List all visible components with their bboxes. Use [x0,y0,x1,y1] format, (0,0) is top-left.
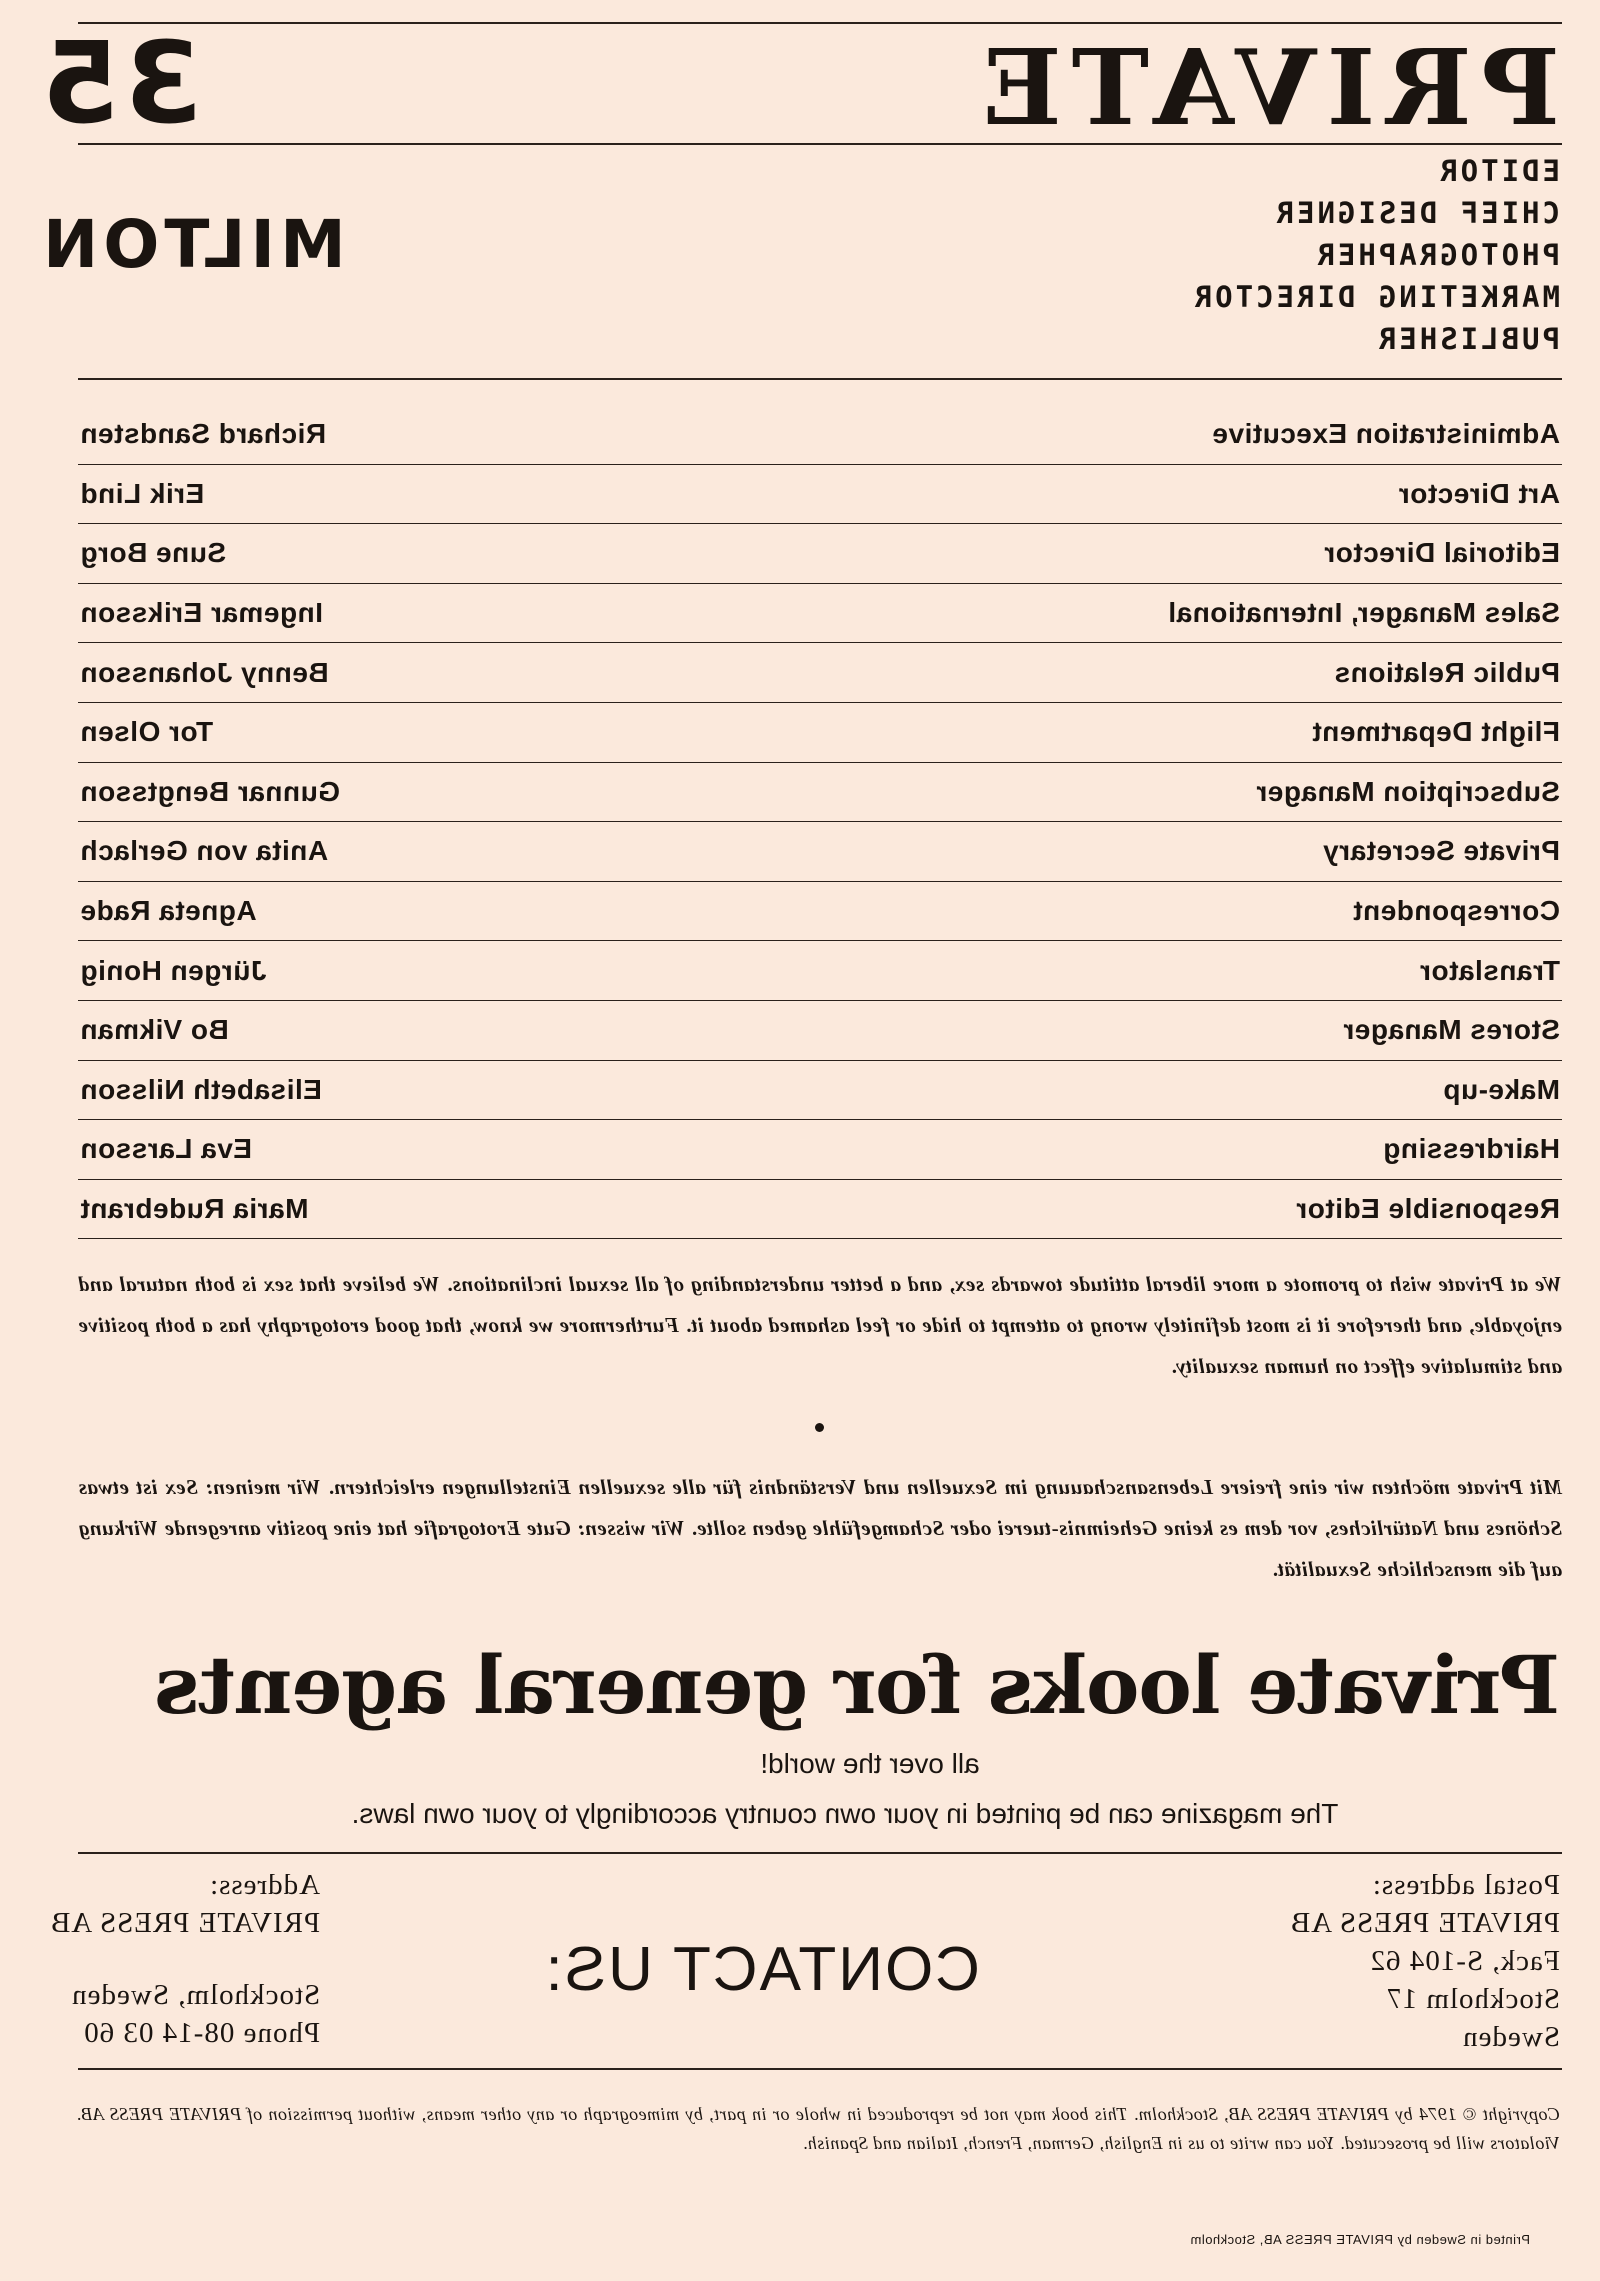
staff-name: Tor Olsen [80,716,214,748]
staff-row [78,822,1562,882]
masthead-rule [78,143,1562,145]
staff-row [78,405,1562,465]
staff-role: Public Relations [1334,656,1560,688]
office-city: Stockholm, Sweden [71,1979,321,2011]
staff-row [78,1120,1562,1180]
postal-city: Stockholm 17 [1386,1983,1560,2015]
staff-row [78,703,1562,763]
staff-role: Translator [1419,954,1560,986]
staff-role: Responsible Editor [1295,1193,1560,1225]
office-address [50,1866,320,2052]
credits-labels [1040,150,1560,360]
staff-role: Editorial Director [1323,537,1560,569]
staff-role: Art Director [1398,477,1560,509]
contact-top-rule [78,1852,1562,1854]
staff-name: Eva Larsson [80,1133,253,1165]
agents-headline: Private looks for general agents [155,1638,1560,1732]
credit-label-marketing-director: MARKETING DIRECTOR [1191,280,1560,314]
staff-row [78,524,1562,584]
staff-name: Maria Rudebrant [80,1193,309,1225]
staff-name: Anita von Gerlach [80,835,329,867]
staff-name: Agneta Rade [80,895,257,927]
staff-role: Flight Department [1311,716,1560,748]
staff-list [78,405,1562,1239]
postal-country: Sweden [1462,2021,1560,2053]
staff-name: Jürgen Honig [80,954,267,986]
postal-company: PRIVATE PRESS AB [1289,1907,1560,1939]
staff-role: Subscription Manager [1255,775,1560,807]
office-phone: Phone 08-14 03 60 [83,2017,321,2049]
staff-role: Correspondent [1352,895,1560,927]
staff-name: Ingemar Eriksson [80,597,323,629]
contact-heading: CONTACT US: [543,1935,980,2004]
staff-name: Erik Lind [80,477,205,509]
staff-name: Richard Sandsten [80,418,327,450]
credit-label-chief-designer: CHIEF DESIGNER [1273,196,1560,230]
credit-label-editor: EDITOR [1437,154,1560,188]
printed-in-note: Printed in Sweden by PRIVATE PRESS AB, Stockholm [1190,2232,1530,2247]
credit-name: MILTON [38,206,346,283]
masthead-title: PRIVATE [972,26,1560,149]
staff-name: Elisabeth Nilsson [80,1073,322,1105]
issue-number: 35 [38,19,202,149]
statement-english: We at Private wish to promote a more liberal attitude towards sex, and a better understanding of all sexual inclinations. We believe that sex is both natural and enjoyable, and therefore it is most definitely wrong to attempt to hide or feel ashamed about it. Furthermore we know, that good erotography has a both positive and stimulative effect on human sexuality. [78,1272,1562,1378]
staff-role: Private Secretary [1322,835,1560,867]
staff-row [78,1001,1562,1061]
staff-role: Sales Manager, International [1167,597,1560,629]
staff-row [78,643,1562,703]
credit-label-publisher: PUBLISHER [1375,322,1560,356]
staff-name: Benny Johansson [80,656,329,688]
postal-address-label: Postal address: [1371,1869,1560,1901]
credits-rule [78,378,1562,380]
postal-box: Fack, S-104 62 [1369,1945,1560,1977]
copyright-notice: Copyright © 1974 by PRIVATE PRESS AB, Stockholm. This book may not be reproduced in whole or in part, by mimeograph or any other means, without permission of PRIVATE PRESS AB. Violators will be prosecuted. You can write to us in English, German, French, Italian and Spanish. [76,2104,1560,2153]
contact-bottom-rule [78,2068,1562,2070]
staff-row [78,1061,1562,1121]
staff-role: Stores Manager [1342,1014,1560,1046]
address-gap [50,1942,320,1976]
staff-role: Make-up [1442,1073,1560,1105]
staff-row [78,763,1562,823]
staff-row [78,1180,1562,1240]
staff-role: Administration Executive [1211,418,1560,450]
postal-address [1290,1866,1560,2056]
staff-name: Gunnar Bengtsson [80,775,341,807]
staff-name: Bo Vikman [80,1014,229,1046]
staff-row [78,584,1562,644]
agents-subline-world: all over the world! [760,1748,980,1779]
separator-dot [815,1423,824,1432]
staff-row [78,882,1562,942]
office-address-label: Address: [209,1869,321,1901]
statement-german: Mit Private möchten wir eine freiere Lebensanschauung im Sexuellen und Verständnis für alle sexuellen Einstellungen erleichtern. Wir meinen: Sex ist etwas Schönes und Natürliches, vor dem es keine Geheimnis-tuerei oder Schamgefühle geben sollte. Wir wissen: Gute Erotografie hat eine positiv anregende Wirkung auf die menschliche Sexualität. [78,1475,1562,1581]
credit-label-photographer: PHOTOGRAPHER [1314,238,1560,272]
agents-subline-laws: The magazine can be printed in your own country accordingly to your own laws. [351,1798,1339,1829]
staff-row [78,465,1562,525]
top-rule [78,22,1562,24]
staff-name: Sune Borg [80,537,227,569]
office-company: PRIVATE PRESS AB [50,1907,321,1939]
staff-row [78,941,1562,1001]
staff-role: Hairdressing [1382,1133,1560,1165]
